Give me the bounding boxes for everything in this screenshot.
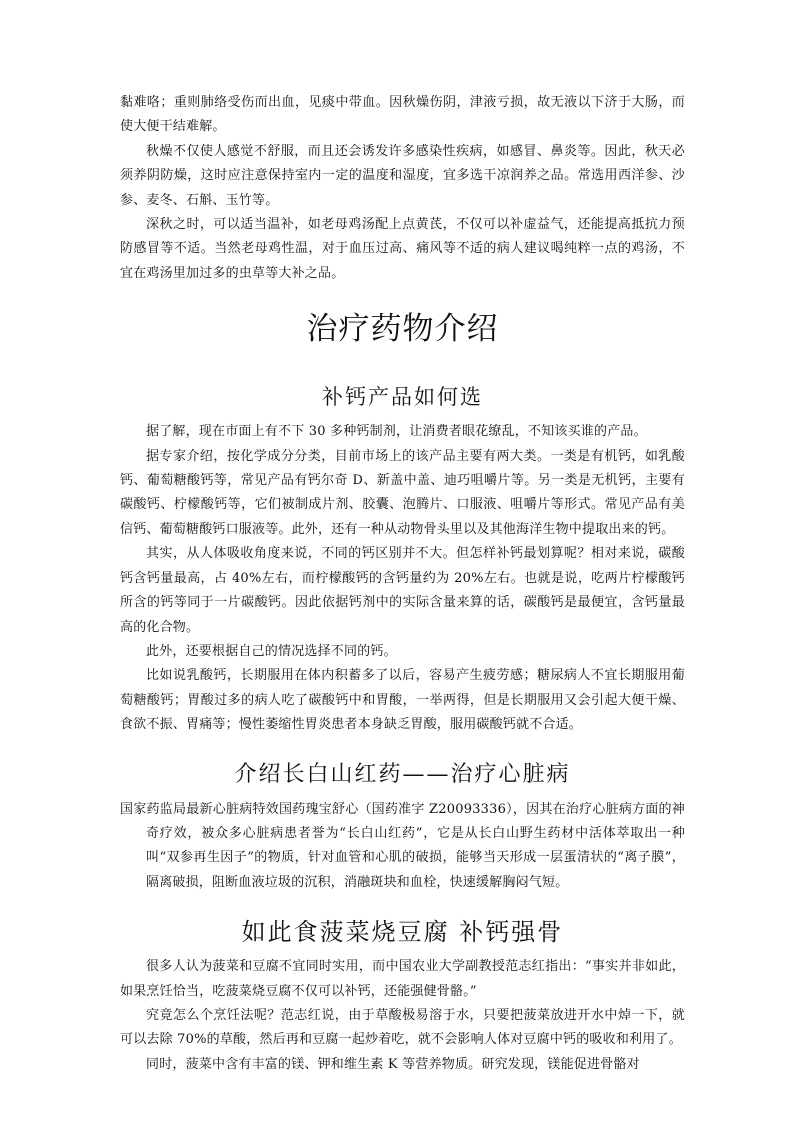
intro-paragraph-2: 秋燥不仅使人感觉不舒服，而且还会诱发许多感染性疾病，如感冒、鼻炎等。因此，秋天必须养阴防燥，这时应注意保持室内一定的温度和湿度，宜多选干凉润养之品。常选用西洋参、沙参、麦冬、石斛、玉竹等。 bbox=[120, 143, 685, 208]
section3-paragraph-3: 同时，菠菜中含有丰富的镁、钾和维生素 K 等营养物质。研究发现，镁能促进骨骼对 bbox=[146, 1056, 640, 1072]
section-title-changbaishan-red-medicine: 介绍长白山红药——治疗心脏病 bbox=[234, 761, 571, 787]
section1-paragraph-2: 据专家介绍，按化学成分分类，目前市场上的该产品主要有两大类。一类是有机钙，如乳酸钙、葡萄糖酸钙等，常见产品有钙尔奇 D、新盖中盖、迪巧咀嚼片等。另一类是无机钙，主要有碳酸钙、柠檬酸钙等，它们被制成片剂、胶囊、泡腾片、口服液、咀嚼片等形式。常见产品有美信钙、葡萄糖酸钙口服液等。此外，还有一种从动物骨头里以及其他海洋生物中提取出来的钙。 bbox=[120, 448, 685, 537]
document-page bbox=[120, 91, 685, 1077]
main-title: 治疗药物介绍 bbox=[306, 311, 499, 348]
section2-paragraph-1: 国家药监局最新心脏病特效国药瑰宝舒心（国药准字 Z20093336），因其在治疗心脏病方面的神奇疗效，被众多心脏病患者誉为“长白山红药”，它是从长白山野生药材中活体萃取出一种叫“双参再生因子”的物质，针对血管和心肌的破损，能够当天形成一层蛋清状的“离子膜”，隔离破损，阻断血液垃圾的沉积，消融斑块和血栓，快速缓解胸闷气短。 bbox=[120, 801, 685, 890]
section3-paragraph-1: 很多人认为菠菜和豆腐不宜同时实用，而中国农业大学副教授范志红指出：“事实并非如此，如果烹饪恰当，吃菠菜烧豆腐不仅可以补钙，还能强健骨骼。” bbox=[120, 959, 685, 999]
section1-paragraph-4: 此外，还要根据自己的情况选择不同的钙。 bbox=[146, 643, 397, 659]
section1-paragraph-3: 其实，从人体吸收角度来说，不同的钙区别并不大。但怎样补钙最划算呢？相对来说，碳酸钙含钙量最高，占 40%左右，而柠檬酸钙的含钙量约为 20%左右。也就是说，吃两片柠檬酸钙所含的钙等同于一片碳酸钙。因此依据钙剂中的实际含量来算的话，碳酸钙是最便宜，含钙量最高的化合物。 bbox=[120, 546, 685, 635]
section-title-spinach-tofu: 如此食菠菜烧豆腐 补钙强骨 bbox=[241, 918, 564, 947]
section3-paragraph-2: 究竟怎么个烹饪法呢？范志红说，由于草酸极易溶于水，只要把菠菜放进开水中焯一下，就可以去除 70%的草酸，然后再和豆腐一起炒着吃，就不会影响人体对豆腐中钙的吸收和利用了。 bbox=[120, 1007, 685, 1048]
section1-paragraph-5: 比如说乳酸钙，长期服用在体内积蓄多了以后，容易产生疲劳感；糖尿病人不宜长期服用葡萄糖酸钙；胃酸过多的病人吃了碳酸钙中和胃酸，一举两得，但是长期服用又会引起大便干燥、食欲不振、胃痛等；慢性萎缩性胃炎患者本身缺乏胃酸，服用碳酸钙就不合适。 bbox=[120, 668, 685, 733]
intro-paragraph-3: 深秋之时，可以适当温补，如老母鸡汤配上点黄芪，不仅可以补虚益气，还能提高抵抗力预防感冒等不适。当然老母鸡性温，对于血压过高、痛风等不适的病人建议喝纯粹一点的鸡汤，不宜在鸡汤里加过多的虫草等大补之品。 bbox=[120, 217, 685, 281]
intro-paragraph-1: 黏难咯；重则肺络受伤而出血，见痰中带血。因秋燥伤阴，津液亏损，故无液以下济于大肠，而使大便干结难解。 bbox=[120, 95, 685, 135]
section1-paragraph-1: 据了解，现在市面上有不下 30 多种钙制剂，让消费者眼花缭乱，不知该买谁的产品。 bbox=[146, 424, 647, 440]
section-title-calcium-products: 补钙产品如何选 bbox=[322, 385, 483, 410]
